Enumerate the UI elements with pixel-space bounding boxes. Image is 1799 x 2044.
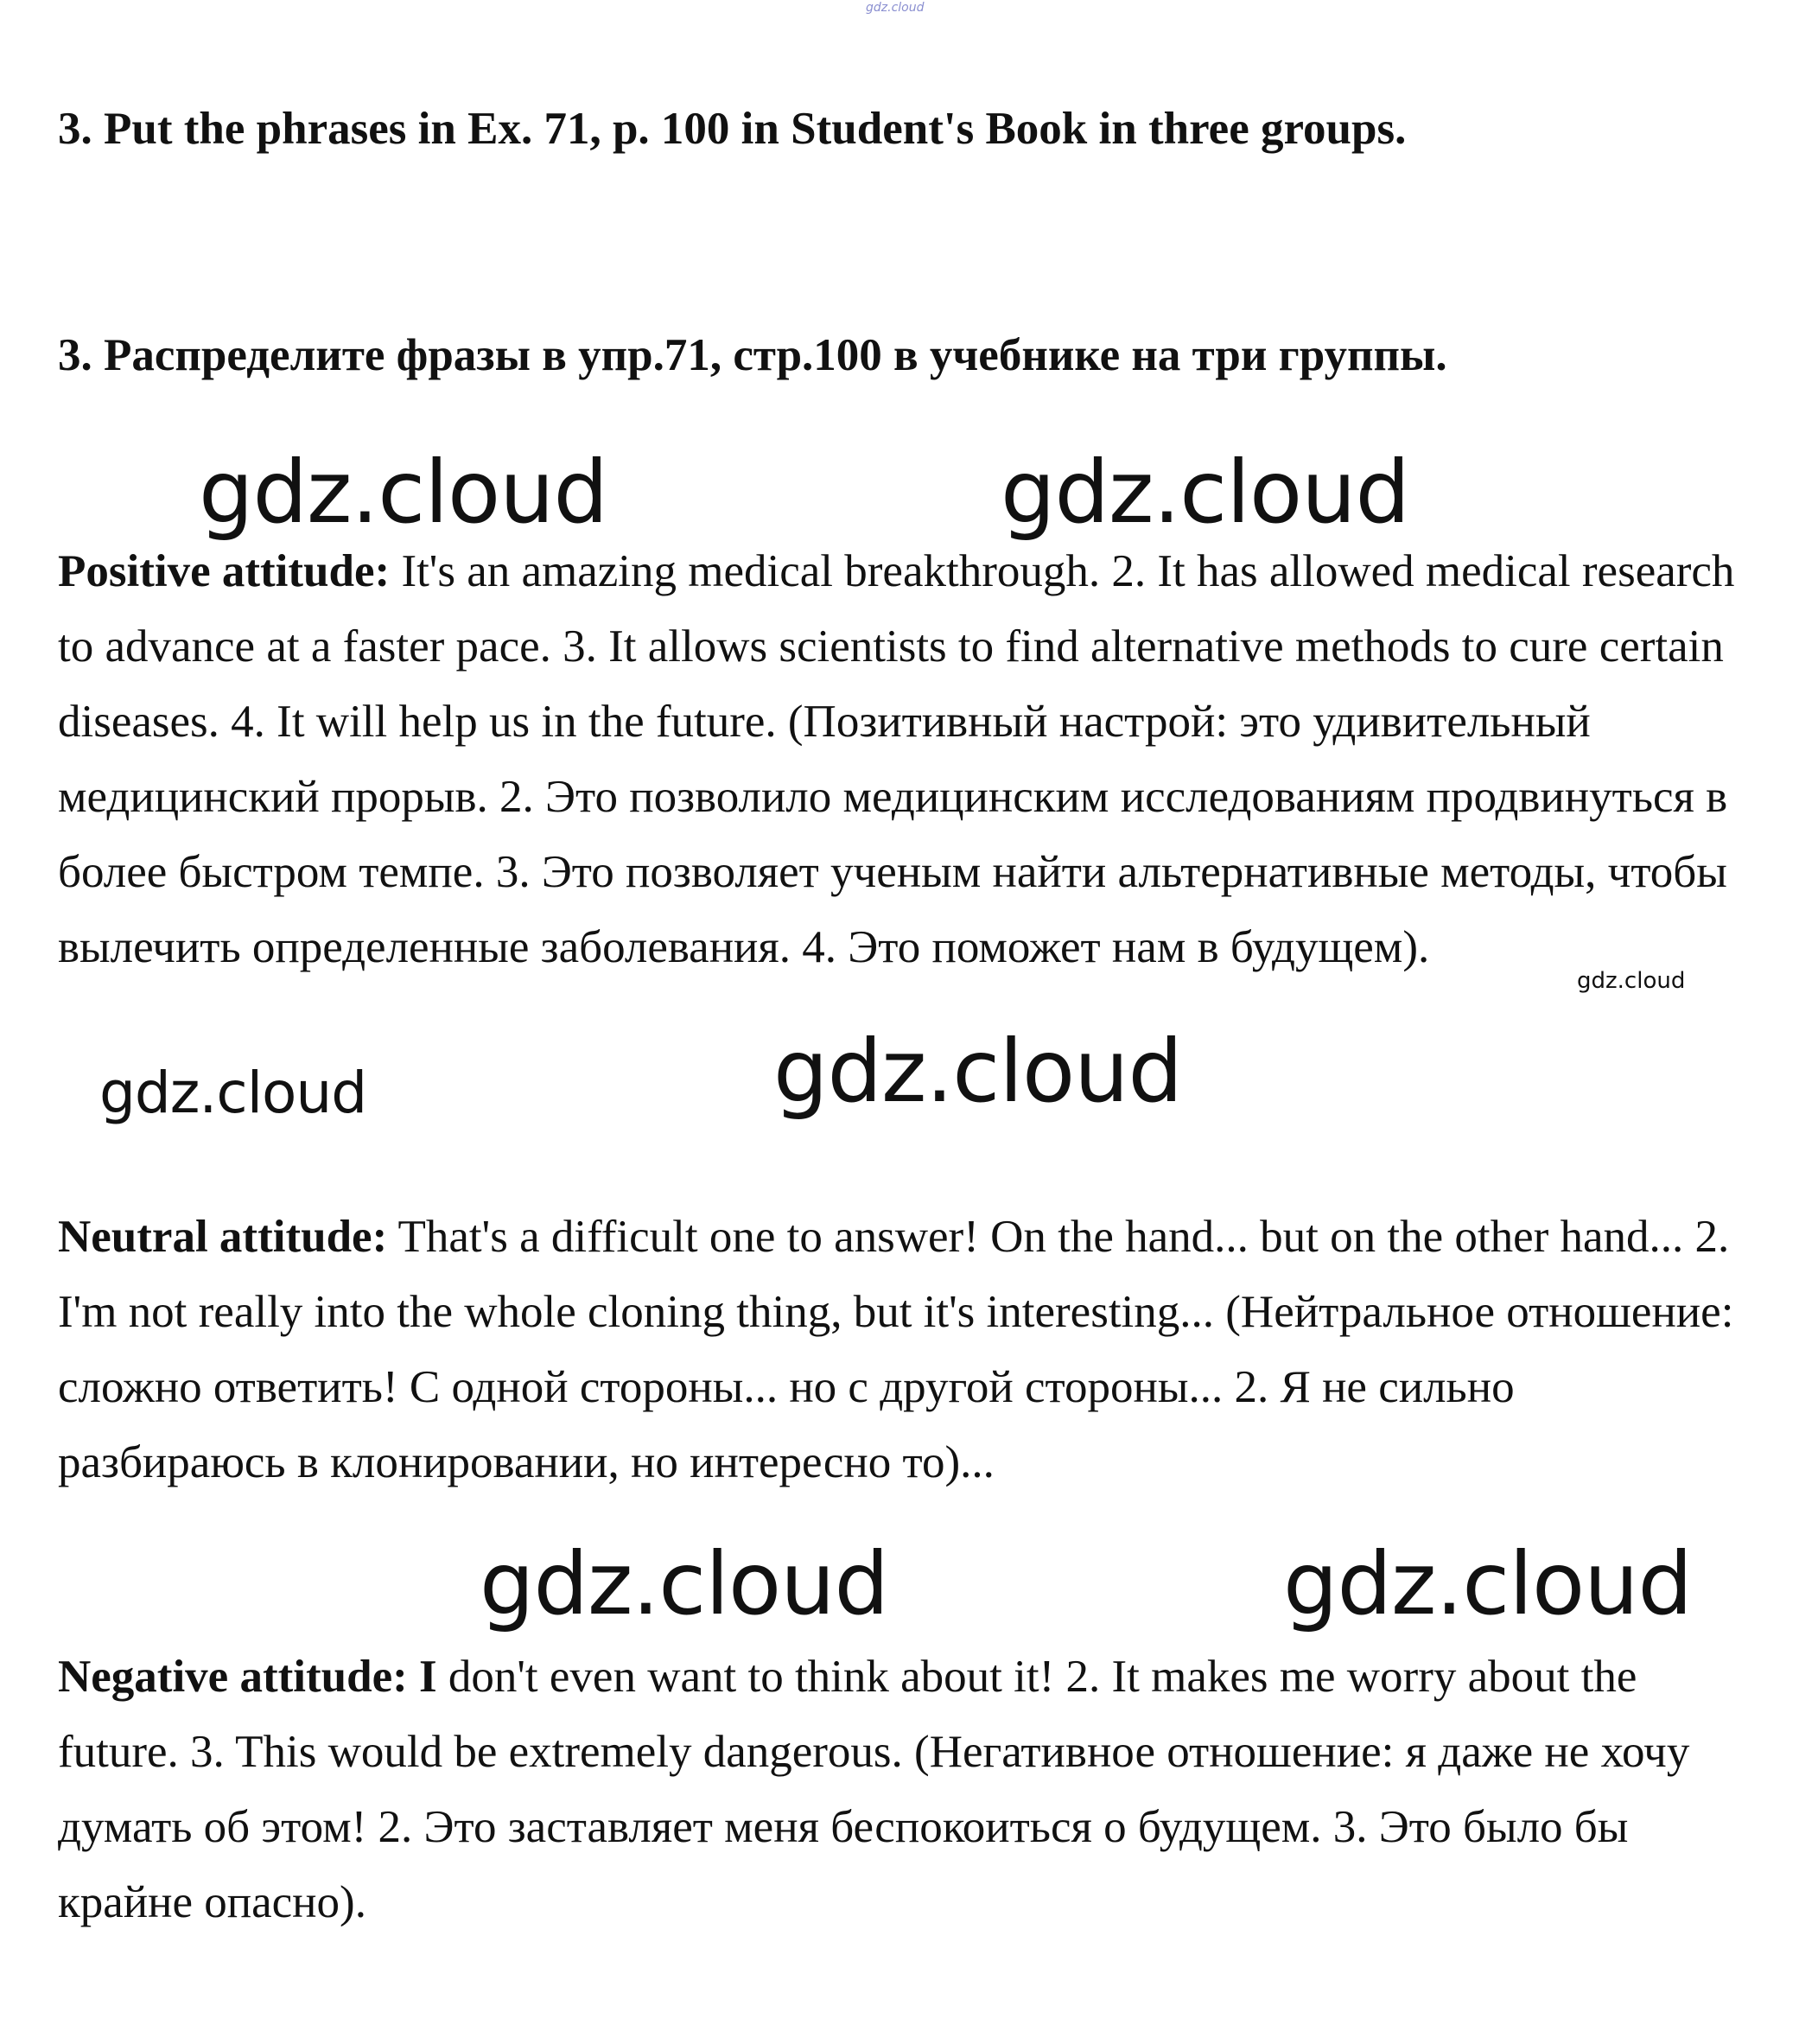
watermark-3: gdz.cloud xyxy=(99,1060,367,1126)
negative-attitude-paragraph xyxy=(58,1640,1751,1940)
watermark-2: gdz.cloud xyxy=(1001,442,1410,543)
negative-attitude-text: don't even want to think about it! 2. It makes me worry about the future. 3. This would be extremely dangerous. (Негативное отношение: я даже не хочу думать об этом! 2. Это заставляет меня беспокоиться о будущем. 3. Это было бы крайне опасно). xyxy=(58,1652,1690,1927)
neutral-attitude-text: That's a difficult one to answer! On the hand... but on the other hand... 2. I'm not really into the whole cloning thing, but it's interesting... (Нейтральное отношение: сложно ответить! С одной стороны... но с другой стороны... 2. Я не сильно разбираюсь в клонировании, но интересно то)... xyxy=(58,1212,1734,1487)
watermark-1: gdz.cloud xyxy=(199,442,608,543)
watermark-5: gdz.cloud xyxy=(480,1533,889,1634)
task-title-en: 3. Put the phrases in Ex. 71, p. 100 in Student's Book in three groups. xyxy=(58,104,1407,154)
positive-attitude-paragraph xyxy=(58,534,1751,985)
positive-attitude-label: Positive attitude: xyxy=(58,546,391,596)
watermark-top: gdz.cloud xyxy=(866,1,925,15)
negative-attitude-label: Negative attitude: I xyxy=(58,1652,437,1702)
neutral-attitude-paragraph xyxy=(58,1200,1751,1500)
task-title-ru: 3. Распределите фразы в упр.71, стр.100 в учебнике на три группы. xyxy=(58,330,1447,380)
positive-attitude-text: It's an amazing medical breakthrough. 2. It has allowed medical research to advance at a faster pace. 3. It allows scientists to find alternative methods to cure certain diseases. 4. It will help us in the future. (Позитивный настрой: это удивительный медицинский прорыв. 2. Это позволило медицинским исследованиям продвинуться в более быстром темпе. 3. Это позволяет ученым найти альтернативные методы, чтобы вылечить определенные заболевания. 4. Это поможет нам в будущем). xyxy=(58,546,1735,972)
watermark-6: gdz.cloud xyxy=(1283,1533,1693,1634)
watermark-4: gdz.cloud xyxy=(773,1021,1183,1122)
watermark-small: gdz.cloud xyxy=(1577,968,1686,994)
neutral-attitude-label: Neutral attitude: xyxy=(58,1212,388,1262)
